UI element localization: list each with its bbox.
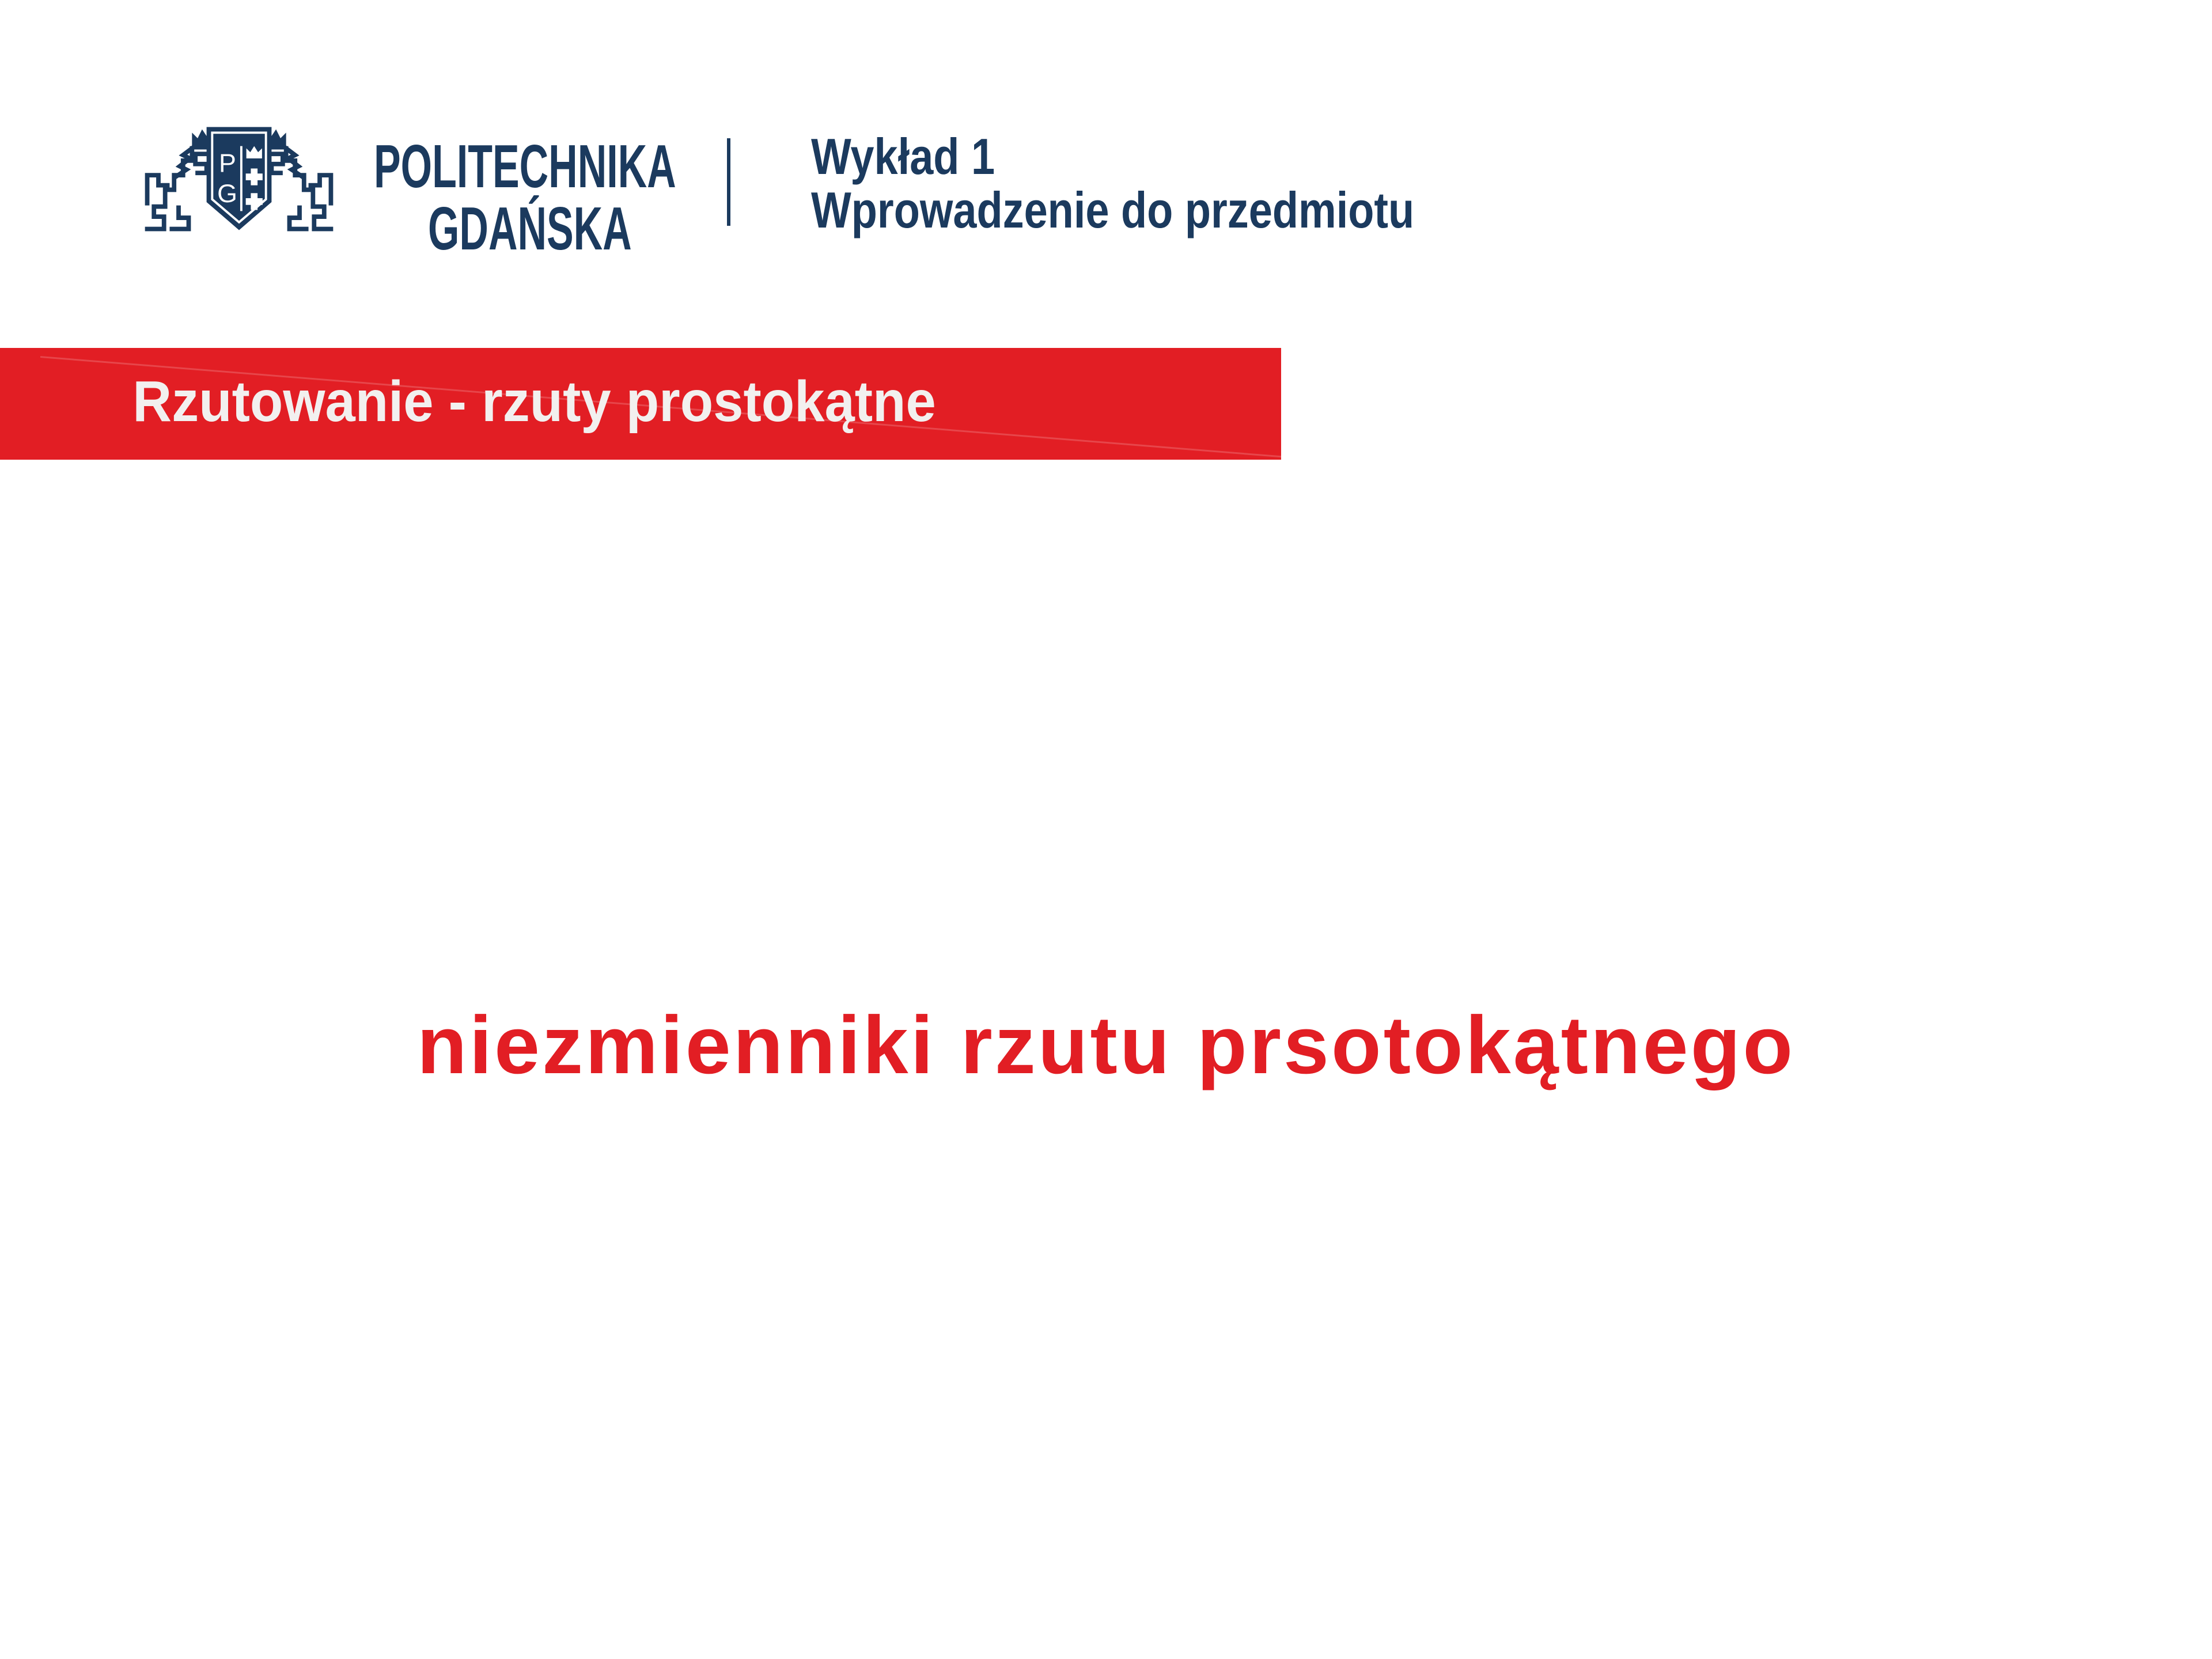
logo-wordmark-line2: GDAŃSKA (428, 195, 632, 263)
section-banner-title: Rzutowanie - rzuty prostokątne (132, 369, 936, 434)
section-banner (0, 348, 1281, 460)
header-divider (727, 138, 730, 226)
main-title: niezmienniki rzutu prsotokątnego (416, 999, 1796, 1091)
shield-letter-p: P (219, 149, 236, 178)
lion-right-icon (268, 129, 331, 229)
lecture-subtitle: Wprowadzenie do przedmiotu (811, 181, 1415, 238)
logo-wordmark-line1: POLITECHNIKA (374, 132, 676, 200)
lion-left-icon (147, 129, 210, 229)
shield-letter-g: G (217, 179, 237, 208)
lecture-number: Wykład 1 (811, 128, 995, 185)
shield-divider-line (240, 146, 243, 211)
shield-icon (207, 127, 272, 230)
politechnika-gdanska-emblem-icon (138, 122, 340, 235)
lecture-header (811, 130, 1414, 237)
